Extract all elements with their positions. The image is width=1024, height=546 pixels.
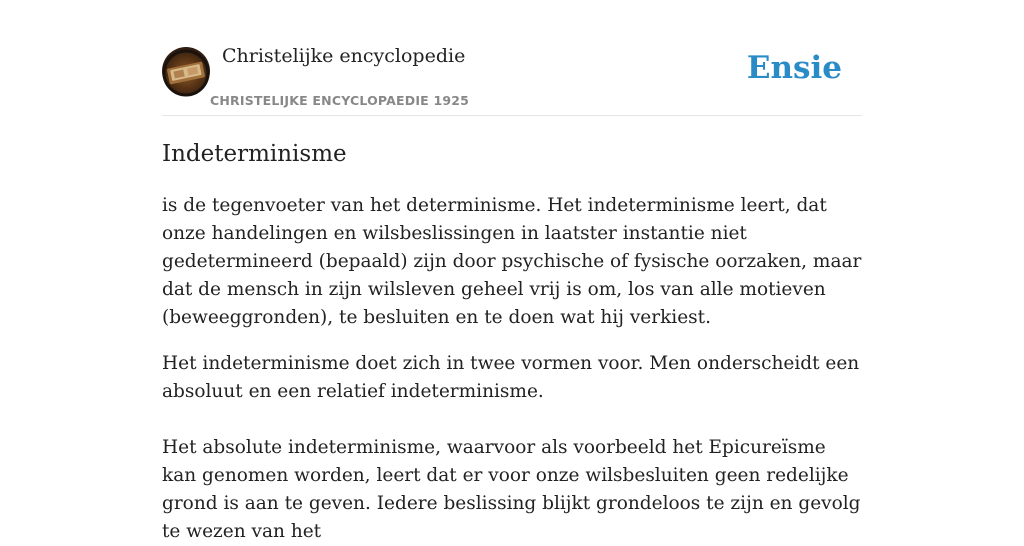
article-paragraph: Het absolute indeterminisme, waarvoor als voorbeeld het Epicureïsme kan genomen worden, leert dat er voor onze wilsbesluiten geen redelijke grond is aan te geven. Iedere beslissing blijkt grondeloos te zijn en gevolg te wezen van het	[162, 437, 861, 542]
source-subtitle[interactable]: CHRISTELIJKE ENCYCLOPAEDIE 1925	[210, 93, 470, 108]
book-image-icon	[162, 47, 210, 95]
article-paragraph: is de tegenvoeter van het determinisme. Het indeterminisme leert, dat onze handelingen en wilsbeslissingen in laatster instantie niet gedetermineerd (bepaald) zijn door psychische of fysische oorzaken, maar dat de mensch in zijn wilsleven geheel vrij is om, los van alle motieven (beweeggronden), te besluiten en te doen wat hij verkiest.	[162, 195, 862, 328]
source-header	[162, 45, 862, 116]
article-title: Indeterminisme	[162, 141, 347, 167]
source-avatar[interactable]	[162, 47, 210, 95]
article	[162, 136, 862, 546]
source-title[interactable]: Christelijke encyclopedie	[222, 45, 466, 67]
article-paragraph: Het indeterminisme doet zich in twee vormen voor. Men onderscheidt een absoluut en een relatief indeterminisme.	[162, 353, 860, 402]
ensie-logo[interactable]: Ensie	[746, 50, 842, 86]
